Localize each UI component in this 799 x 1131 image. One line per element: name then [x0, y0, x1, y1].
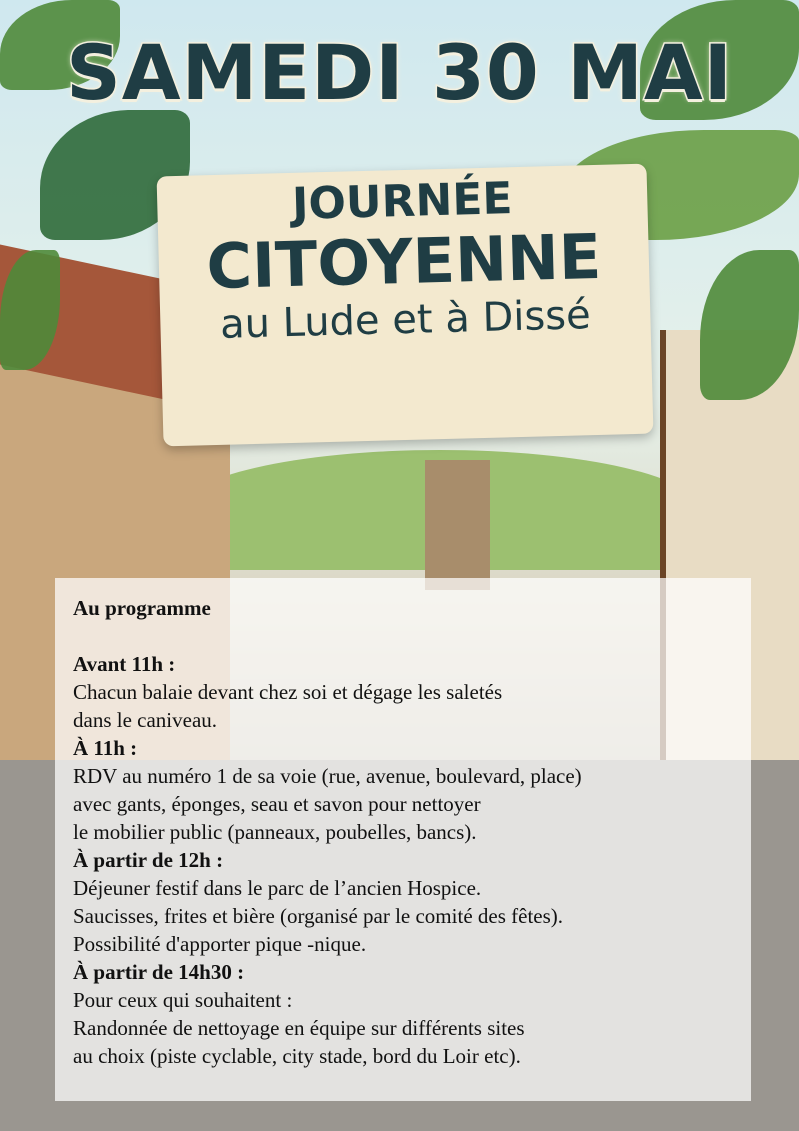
section-heading: À 11h :	[73, 736, 138, 760]
section-heading: À partir de 14h30 :	[73, 960, 245, 984]
section-heading: Avant 11h :	[73, 652, 176, 676]
section-line: Chacun balaie devant chez soi et dégage les saletés	[73, 680, 503, 704]
program-title: Au programme	[73, 596, 211, 620]
section-line: Pour ceux qui souhaitent :	[73, 988, 293, 1012]
section-line: Déjeuner festif dans le parc de l’ancien Hospice.	[73, 876, 482, 900]
sign-line-2: CITOYENNE	[205, 219, 603, 304]
section-line: au choix (piste cyclable, city stade, bord du Loir etc).	[73, 1044, 521, 1068]
section-line: avec gants, éponges, seau et savon pour nettoyer	[73, 792, 481, 816]
section-line: Possibilité d'apporter pique -nique.	[73, 932, 367, 956]
event-sign	[157, 164, 654, 447]
section-line: dans le caniveau.	[73, 708, 218, 732]
church-tower	[425, 460, 490, 590]
section-line: Randonnée de nettoyage en équipe sur différents sites	[73, 1016, 525, 1040]
event-date-title: SAMEDI 30 MAI	[66, 28, 733, 117]
sign-line-3: au Lude et à Dissé	[219, 292, 592, 348]
sign-line-1: JOURNÉE	[291, 173, 514, 230]
section-line: RDV au numéro 1 de sa voie (rue, avenue, boulevard, place)	[73, 764, 582, 788]
section-line: Saucisses, frites et bière (organisé par le comité des fêtes).	[73, 904, 564, 928]
section-line: le mobilier public (panneaux, poubelles, bancs).	[73, 820, 477, 844]
section-heading: À partir de 12h :	[73, 848, 224, 872]
program-panel	[55, 578, 751, 1101]
